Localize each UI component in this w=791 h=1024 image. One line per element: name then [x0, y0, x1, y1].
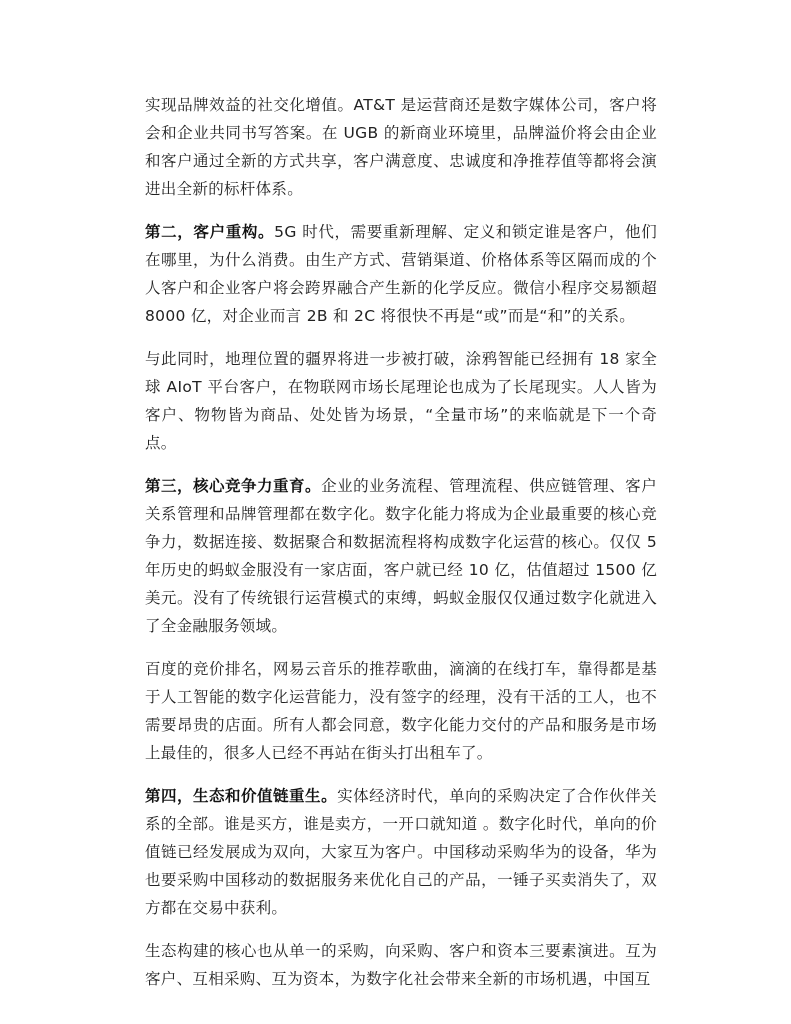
- paragraph-ecosystem-core: [145, 937, 657, 993]
- paragraph-geography: [145, 345, 657, 457]
- paragraph-lead: 第四，生态和价值链重生。: [145, 787, 338, 805]
- paragraph-ecosystem: [145, 782, 657, 922]
- paragraph-lead: 第二，客户重构。: [145, 223, 275, 241]
- document-page: [145, 91, 657, 1008]
- paragraph-text: 生态构建的核心也从单一的采购，向采购、客户和资本三要素演进。互为客户、互相采购、互为资本，为数字化社会带来全新的市场机遇，中国互: [145, 942, 657, 988]
- paragraph-ai-operations: [145, 655, 657, 767]
- paragraph-text: 百度的竞价排名，网易云音乐的推荐歌曲，滴滴的在线打车，靠得都是基于人工智能的数字化运营能力，没有签字的经理，没有干活的工人，也不需要昂贵的店面。所有人都会同意，数字化能力交付的产品和服务是市场上最佳的，很多人已经不再站在街头打出租车了。: [145, 660, 657, 762]
- paragraph-text: 实现品牌效益的社交化增值。AT&T 是运营商还是数字媒体公司，客户将会和企业共同书写答案。在 UGB 的新商业环境里，品牌溢价将会由企业和客户通过全新的方式共享，客户满意度、忠诚度和净推荐值等都将会演进出全新的标杆体系。: [145, 96, 657, 198]
- paragraph-brand-value: [145, 91, 657, 203]
- paragraph-text: 实体经济时代，单向的采购决定了合作伙伴关系的全部。谁是买方，谁是卖方，一开口就知道 。数字化时代，单向的价值链已经发展成为双向，大家互为客户。中国移动采购华为的设备，华为也要采购中国移动的数据服务来优化自己的产品，一锤子买卖消失了，双方都在交易中获利。: [145, 787, 657, 917]
- paragraph-lead: 第三，核心竞争力重育。: [145, 477, 322, 495]
- paragraph-text: 5G 时代，需要重新理解、定义和锁定谁是客户，他们在哪里，为什么消费。由生产方式、营销渠道、价格体系等区隔而成的个人客户和企业客户将会跨界融合产生新的化学反应。微信小程序交易额超 8000 亿，对企业而言 2B 和 2C 将很快不再是“或”而是“和”的关系。: [145, 223, 657, 325]
- paragraph-text: 与此同时，地理位置的疆界将进一步被打破，涂鸦智能已经拥有 18 家全球 AIoT 平台客户，在物联网市场长尾理论也成为了长尾现实。人人皆为客户、物物皆为商品、处处皆为场景，“全量市场”的来临就是下一个奇点。: [145, 350, 657, 452]
- paragraph-text: 企业的业务流程、管理流程、供应链管理、客户关系管理和品牌管理都在数字化。数字化能力将成为企业最重要的核心竞争力，数据连接、数据聚合和数据流程将构成数字化运营的核心。仅仅 5 年历史的蚂蚁金服没有一家店面，客户就已经 10 亿，估值超过 1500 亿美元。没有了传统银行运营模式的束缚，蚂蚁金服仅仅通过数字化就进入了全金融服务领域。: [145, 477, 657, 635]
- paragraph-customer-restructure: [145, 218, 657, 330]
- paragraph-core-competence: [145, 472, 657, 640]
